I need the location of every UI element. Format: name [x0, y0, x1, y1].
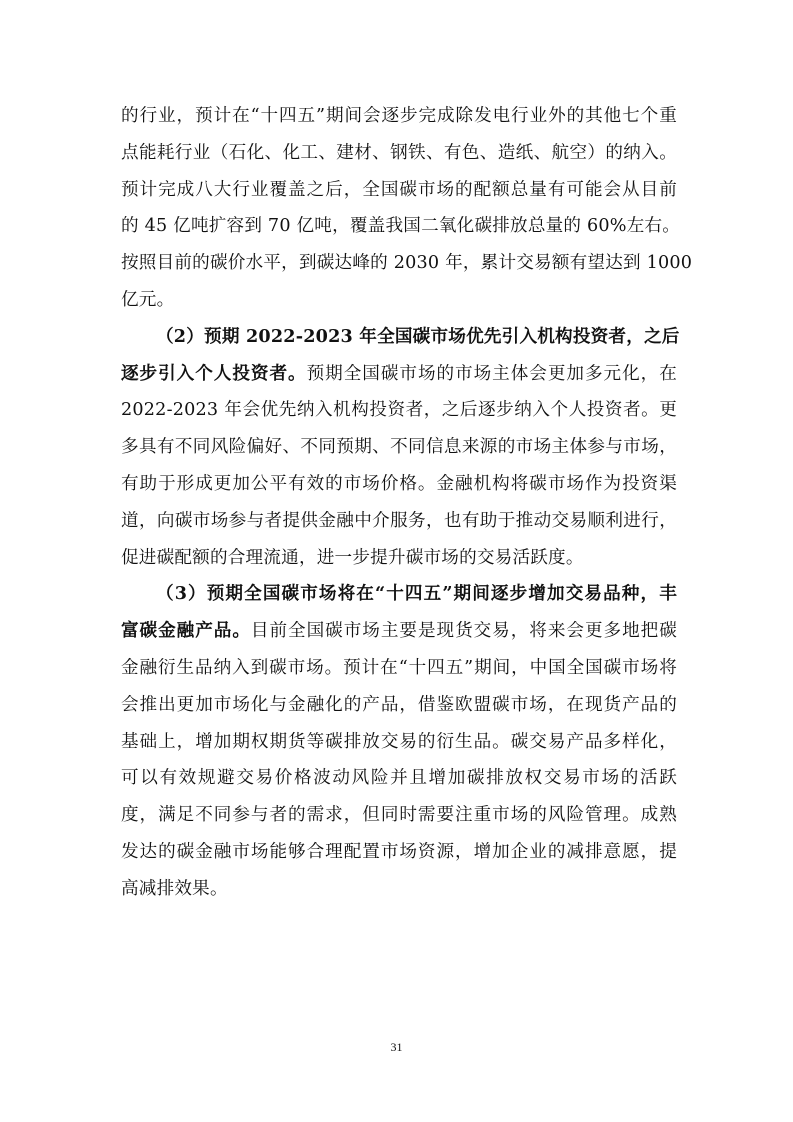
paragraph-2-line-1	[121, 319, 680, 356]
body-text	[121, 98, 693, 908]
paragraph-2-line-2	[121, 356, 677, 393]
paragraph-2-line-4: 多具有不同风险偏好、不同预期、不同信息来源的市场主体参与市场，	[121, 437, 677, 458]
paragraph-3-line-8: 发达的碳金融市场能够合理配置市场资源，增加企业的减排意愿，提	[121, 841, 677, 862]
paragraph-1-line-5: 按照目前的碳价水平，到碳达峰的 2030 年，累计交易额有望达到 1000	[121, 253, 693, 274]
paragraph-3-line-6: 可以有效规避交易价格波动风险并且增加碳排放权交易市场的活跃	[121, 768, 677, 789]
paragraph-1-line-2: 点能耗行业（石化、化工、建材、钢铁、有色、造纸、航空）的纳入。	[121, 142, 677, 163]
paragraph-1-line-1: 的行业，预计在“十四五”期间会逐步完成除发电行业外的其他七个重	[121, 106, 677, 126]
paragraph-3-line-4: 会推出更加市场化与金融化的产品，借鉴欧盟碳市场，在现货产品的	[121, 694, 677, 715]
paragraph-1-line-4: 的 45 亿吨扩容到 70 亿吨，覆盖我国二氧化碳排放总量的 60%左右。	[121, 216, 681, 237]
paragraph-3-heading: （3）预期全国碳市场将在“十四五”期间逐步增加交易品种，丰	[156, 583, 677, 605]
paragraph-2-line-2-text: 预期全国碳市场的市场主体会更加多元化，在	[306, 363, 677, 384]
paragraph-1-line-6: 亿元。	[121, 289, 175, 310]
paragraph-3-line-2	[121, 613, 677, 650]
page-number: 31	[390, 1040, 403, 1054]
paragraph-2-heading-cont: 逐步引入个人投资者。	[121, 362, 307, 384]
paragraph-2-line-7: 促进碳配额的合理流通，进一步提升碳市场的交易活跃度。	[121, 547, 584, 568]
paragraph-3-line-1	[121, 576, 677, 613]
paragraph-3-line-3: 金融衍生品纳入到碳市场。预计在“十四五”期间，中国全国碳市场将	[121, 657, 677, 678]
paragraph-3-line-9: 高减排效果。	[121, 878, 228, 899]
paragraph-3-line-7: 度，满足不同参与者的需求，但同时需要注重市场的风险管理。成熟	[121, 805, 677, 826]
paragraph-2-line-3: 2022-2023 年会优先纳入机构投资者，之后逐步纳入个人投资者。更	[121, 400, 677, 421]
paragraph-2-line-5: 有助于形成更加公平有效的市场价格。金融机构将碳市场作为投资渠	[121, 473, 677, 494]
paragraph-3-line-2-text: 目前全国碳市场主要是现货交易，将来会更多地把碳	[250, 621, 678, 642]
paragraph-3-heading-cont: 富碳金融产品。	[121, 620, 251, 642]
paragraph-1-line-3: 预计完成八大行业覆盖之后，全国碳市场的配额总量有可能会从目前	[121, 179, 677, 200]
paragraph-2-line-6: 道，向碳市场参与者提供金融中介服务，也有助于推动交易顺利进行，	[121, 510, 677, 531]
paragraph-3-line-5: 基础上，增加期权期货等碳排放交易的衍生品。碳交易产品多样化，	[121, 731, 677, 752]
paragraph-2-heading: （2）预期 2022-2023 年全国碳市场优先引入机构投资者，之后	[156, 325, 680, 347]
